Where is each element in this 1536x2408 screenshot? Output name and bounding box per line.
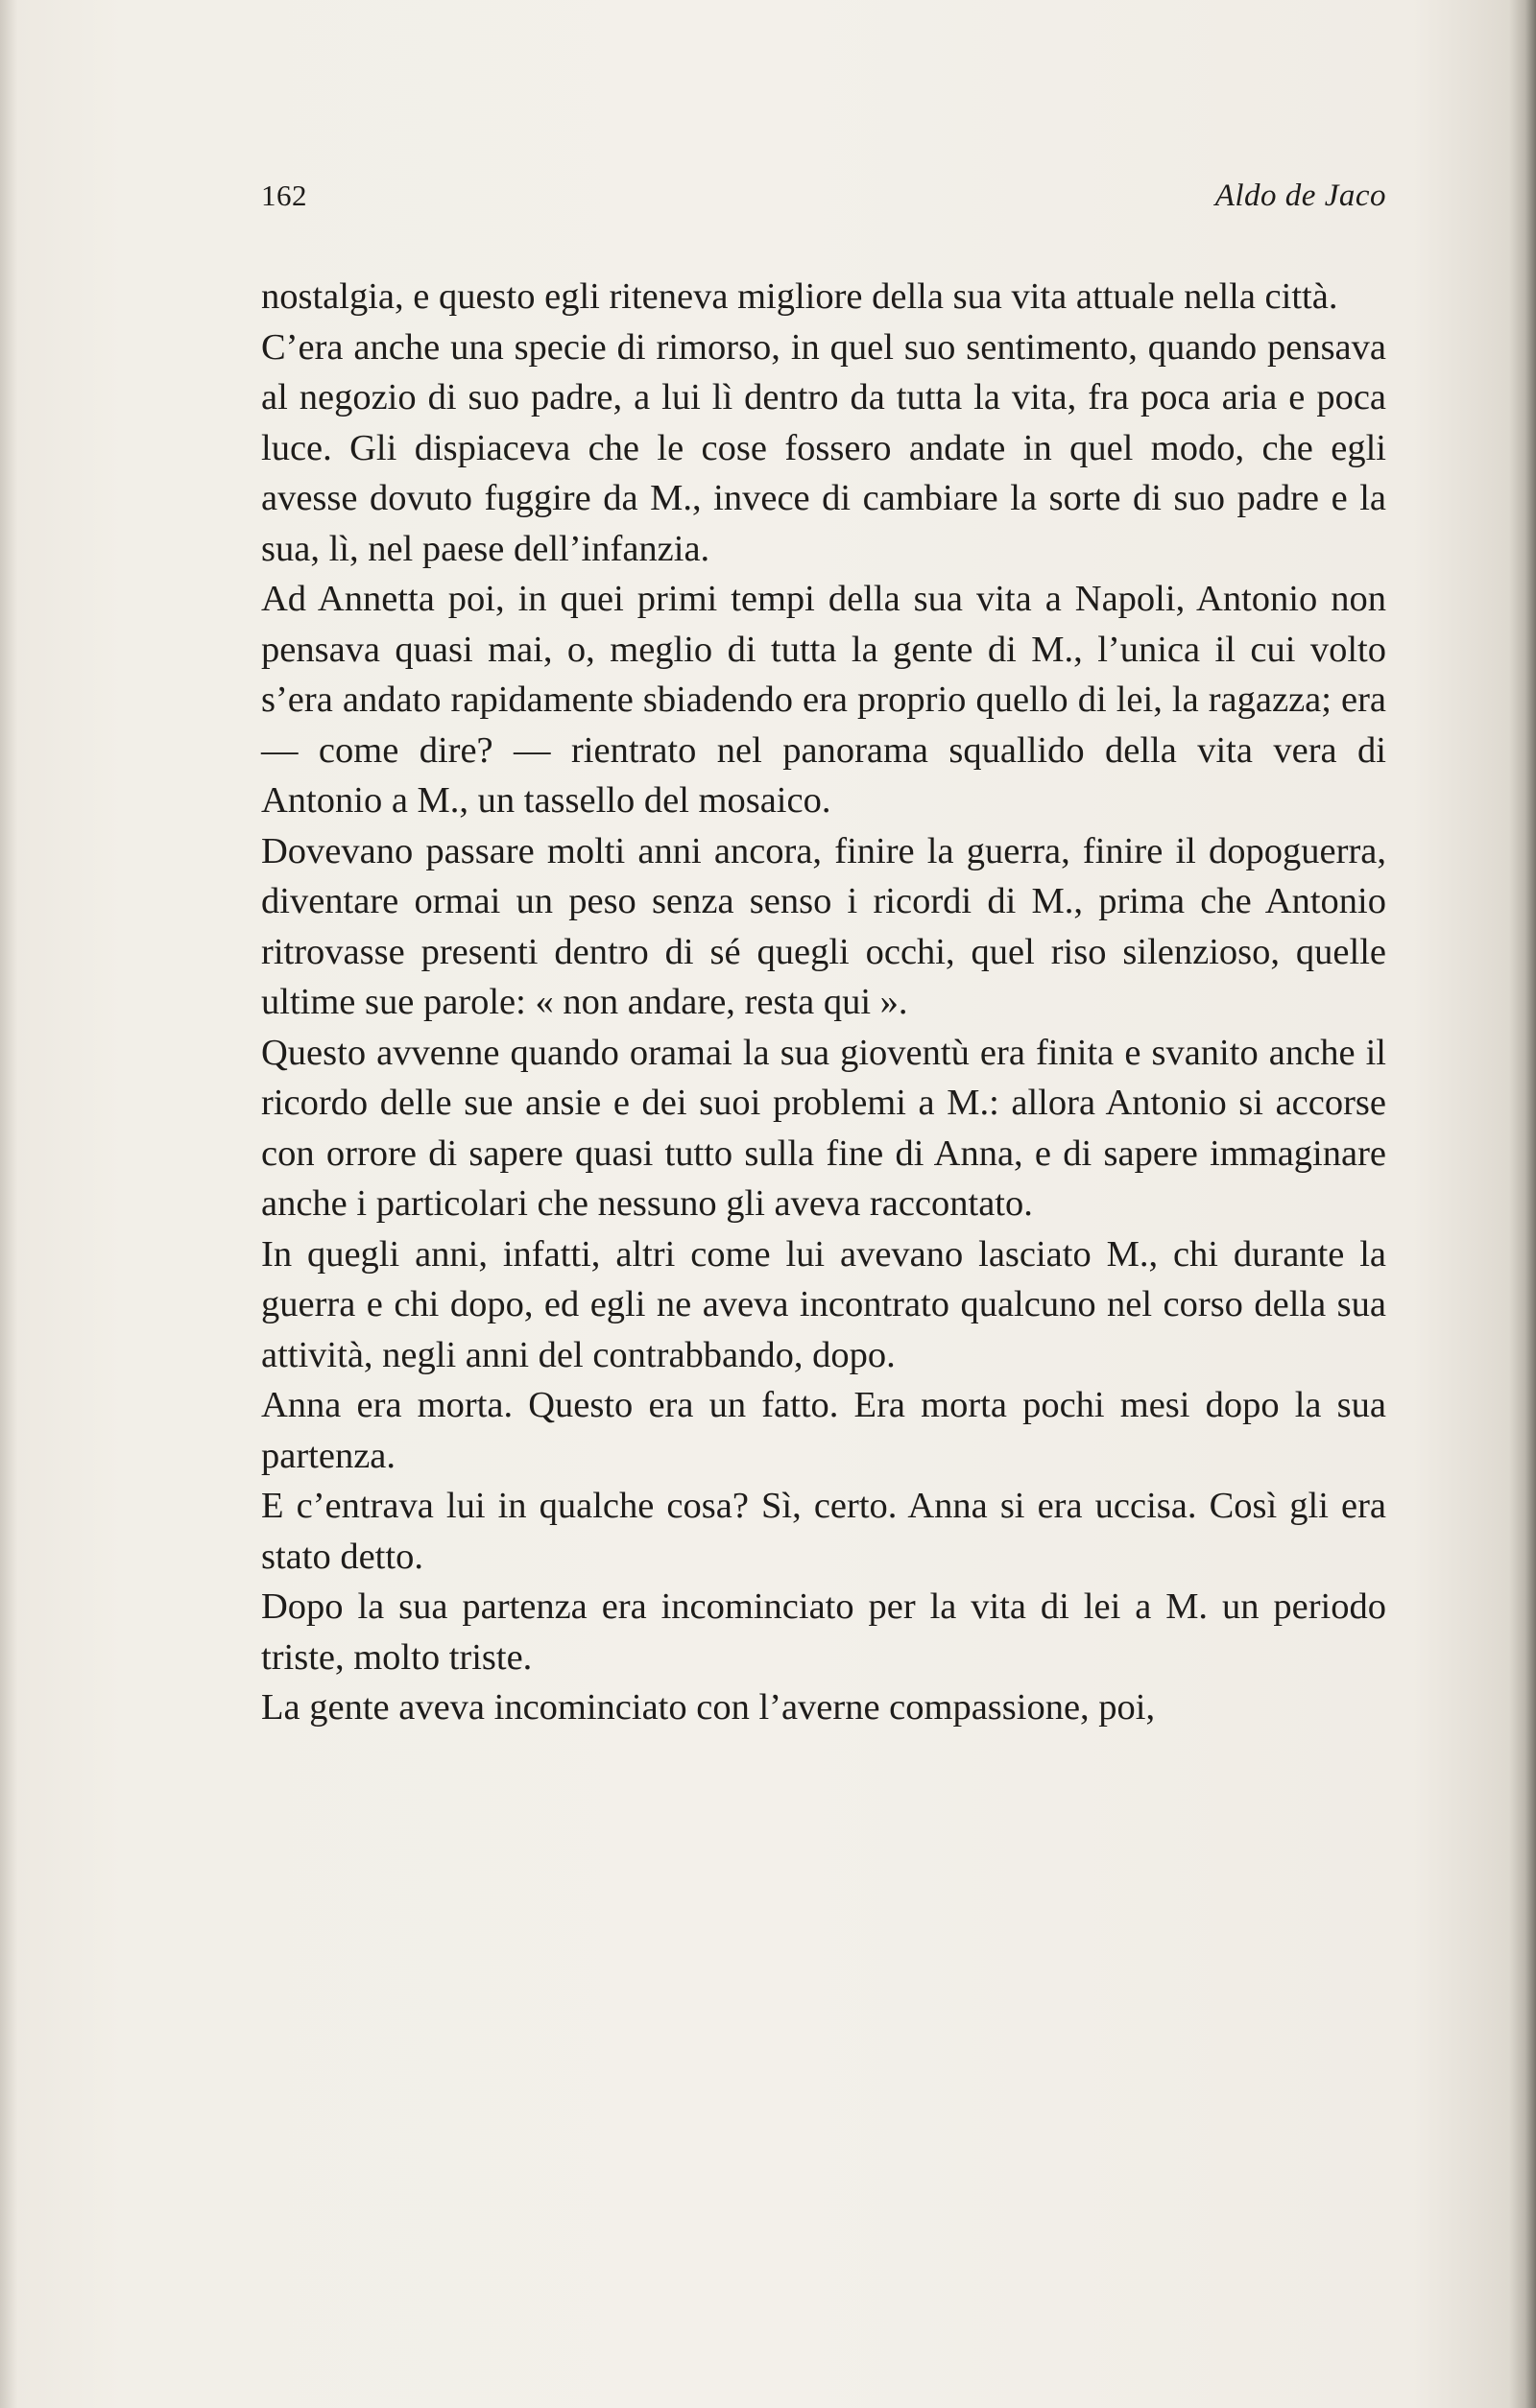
paragraph: E c’entrava lui in qualche cosa? Sì, certo. Anna si era uccisa. Così gli era stato detto.: [261, 1486, 1386, 1577]
paragraph: Dopo la sua partenza era incominciato per la vita di lei a M. un periodo triste, molto triste.: [261, 1586, 1386, 1678]
paragraph: Dovevano passare molti anni ancora, finire la guerra, finire il dopoguerra, diventare ormai un peso senza senso i ricordi di M., prima che Antonio ritrovasse presenti dentro di sé quegli occhi, quel riso silenzioso, quelle ultime sue parole: « non andare, resta qui ».: [261, 830, 1386, 1022]
body-text: [261, 272, 1386, 1733]
paragraph: nostalgia, e questo egli riteneva migliore della sua vita attuale nella città.: [261, 276, 1338, 317]
paragraph: Questo avvenne quando oramai la sua gioventù era finita e svanito anche il ricordo delle sue ansie e dei suoi problemi a M.: allora Antonio si accorse con orrore di sapere quasi tutto sulla fine di Anna, e di sapere immaginare anche i particolari che nessuno gli aveva raccontato.: [261, 1032, 1386, 1224]
paragraph: In quegli anni, infatti, altri come lui avevano lasciato M., chi durante la guerra e chi dopo, ed egli ne aveva incontrato qualcuno nel corso della sua attività, negli anni del contrabbando, dopo.: [261, 1233, 1386, 1375]
paragraph: C’era anche una specie di rimorso, in quel suo sentimento, quando pensava al negozio di suo padre, a lui lì dentro da tutta la vita, fra poca aria e poca luce. Gli dispiaceva che le cose fossero andate in quel modo, che egli avesse dovuto fuggire da M., invece di cambiare la sorte di suo padre e la sua, lì, nel paese dell’infanzia.: [261, 326, 1386, 569]
page-number: 162: [261, 179, 307, 212]
page-right-shadow: [1509, 0, 1536, 2408]
paragraph: Anna era morta. Questo era un fatto. Era morta pochi mesi dopo la sua partenza.: [261, 1385, 1386, 1476]
page-header: [261, 179, 1386, 217]
paragraph: Ad Annetta poi, in quei primi tempi della sua vita a Napoli, Antonio non pensava quasi mai, o, meglio di tutta la gente di M., l’unica il cui volto s’era andato rapidamente sbiadendo era proprio quello di lei, la ragazza; era — come dire? — rientrato nel panorama squallido della vita vera di Antonio a M., un tassello del mosaico.: [261, 579, 1386, 821]
paragraph: La gente aveva incominciato con l’averne compassione, poi,: [261, 1687, 1156, 1728]
page-left-shadow: [0, 0, 17, 2408]
running-head-author: Aldo de Jaco: [1214, 179, 1386, 213]
